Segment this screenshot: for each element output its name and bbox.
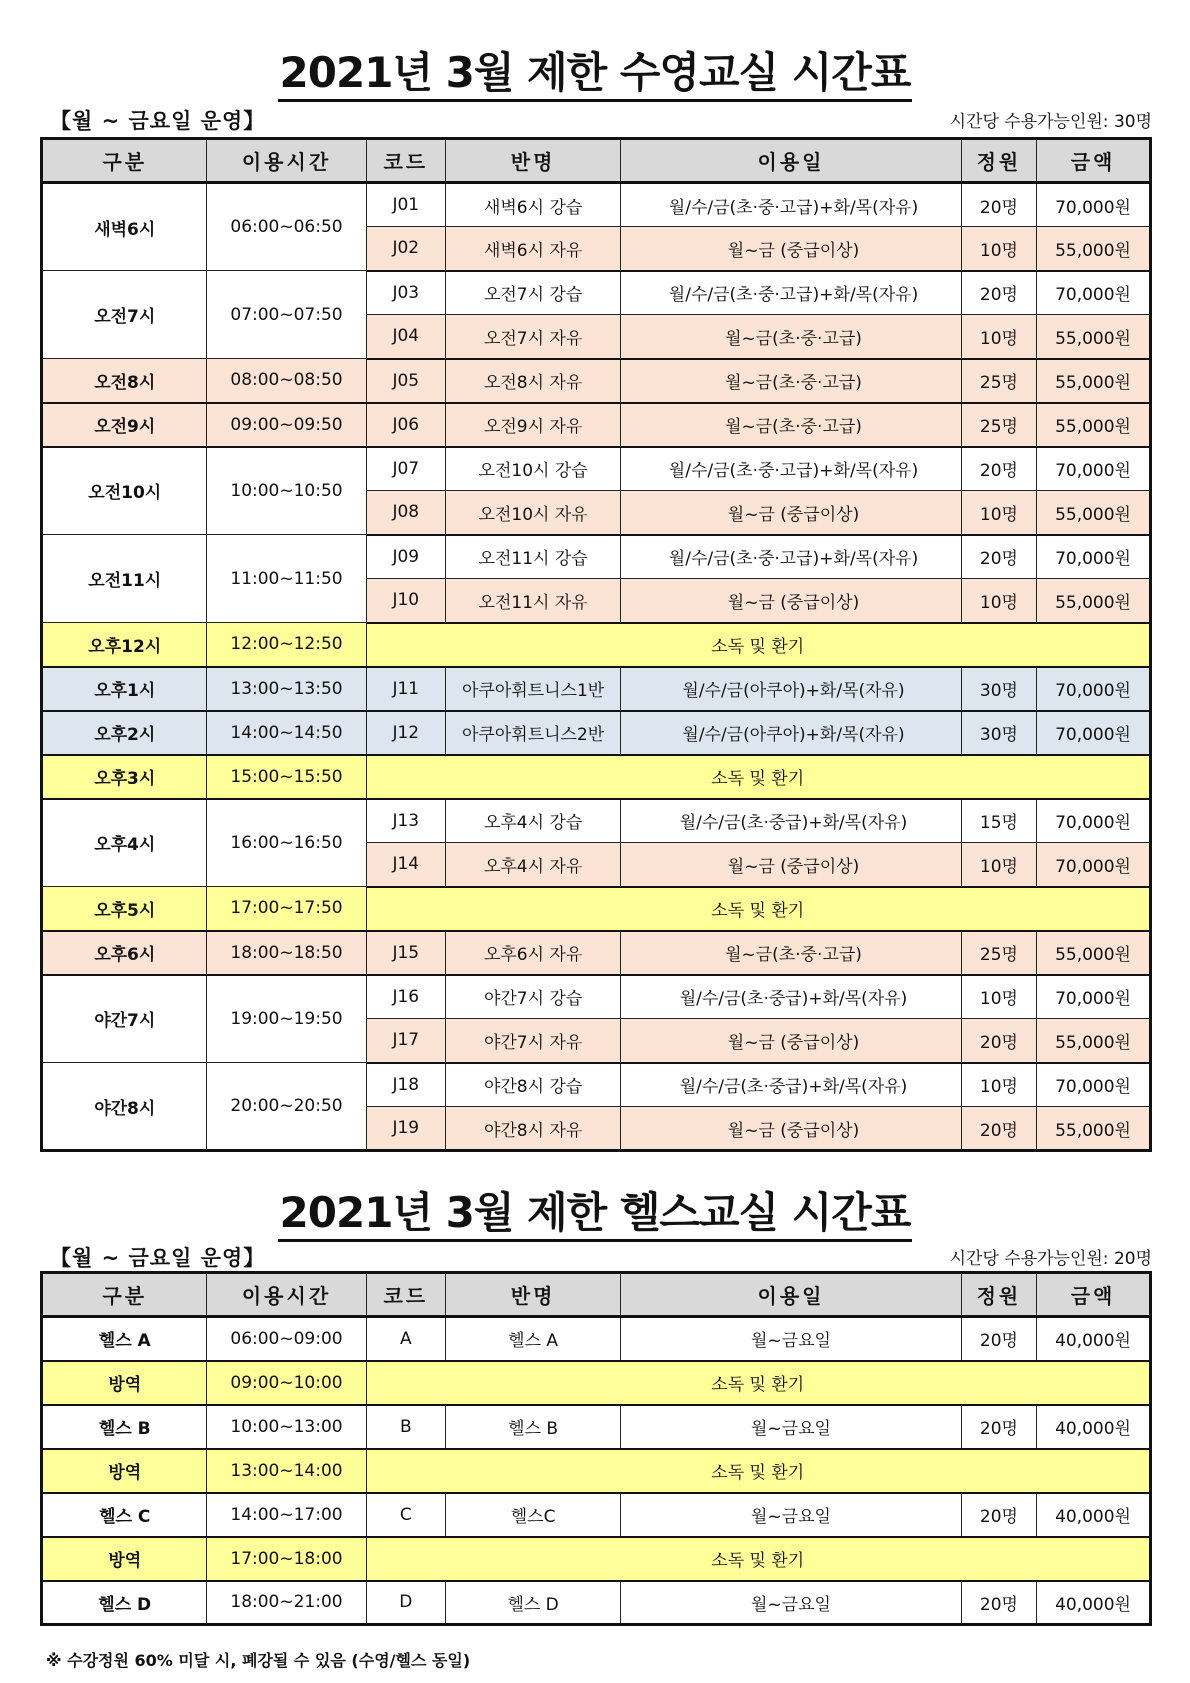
header-code: 코드 [366, 1273, 446, 1317]
row-class-name: 새벽6시 강습 [446, 183, 621, 227]
row-capacity: 20명 [961, 1581, 1036, 1625]
row-class-name: 아쿠아휘트니스1반 [446, 667, 621, 711]
table-row-disinfection [42, 887, 1151, 931]
row-fee: 70,000원 [1037, 975, 1151, 1019]
table-row [42, 447, 1151, 491]
header-time: 이용시간 [207, 139, 366, 183]
row-fee: 40,000원 [1037, 1405, 1151, 1449]
row-capacity: 25명 [961, 931, 1036, 975]
row-disinfection: 소독 및 환기 [366, 1449, 1150, 1493]
row-capacity: 10명 [961, 227, 1036, 271]
row-days: 월~금(초·중·고급) [621, 315, 962, 359]
row-code: J04 [366, 315, 446, 359]
row-class-name: 오전7시 자유 [446, 315, 621, 359]
table-row-disinfection [42, 755, 1151, 799]
row-days: 월/수/금(초·중·고급)+화/목(자유) [621, 271, 962, 315]
row-category: 방역 [42, 1449, 207, 1493]
footnote: ※ 수강정원 60% 미달 시, 폐강될 수 있음 (수영/헬스 동일) [46, 1651, 471, 1670]
table-row-disinfection [42, 1449, 1151, 1493]
row-code: J11 [366, 667, 446, 711]
row-class-name: 야간8시 강습 [446, 1063, 621, 1107]
swim-title: 2021년 3월 제한 수영교실 시간표 [0, 40, 1190, 100]
row-code: J15 [366, 931, 446, 975]
row-class-name: 헬스C [446, 1493, 621, 1537]
row-days: 월~금 (중급이상) [621, 843, 962, 887]
row-time: 19:00~19:50 [207, 975, 366, 1063]
row-category: 오전10시 [42, 447, 207, 535]
table-row [42, 711, 1151, 755]
row-disinfection: 소독 및 환기 [366, 887, 1150, 931]
row-class-name: 오후4시 강습 [446, 799, 621, 843]
row-fee: 55,000원 [1037, 359, 1151, 403]
row-category: 방역 [42, 1537, 207, 1581]
row-capacity: 25명 [961, 403, 1036, 447]
header-code: 코드 [366, 139, 446, 183]
row-capacity: 10명 [961, 491, 1036, 535]
row-code: J07 [366, 447, 446, 491]
row-class-name: 오전10시 자유 [446, 491, 621, 535]
row-capacity: 20명 [961, 1019, 1036, 1063]
row-code: J05 [366, 359, 446, 403]
row-capacity: 15명 [961, 799, 1036, 843]
row-code: J10 [366, 579, 446, 623]
row-class-name: 아쿠아휘트니스2반 [446, 711, 621, 755]
row-days: 월~금(초·중·고급) [621, 403, 962, 447]
row-class-name: 오전10시 강습 [446, 447, 621, 491]
row-fee: 70,000원 [1037, 799, 1151, 843]
header-time: 이용시간 [207, 1273, 366, 1317]
row-days: 월~금요일 [621, 1581, 962, 1625]
row-capacity: 20명 [961, 1493, 1036, 1537]
row-fee: 70,000원 [1037, 447, 1151, 491]
row-fee: 70,000원 [1037, 271, 1151, 315]
row-days: 월/수/금(초·중·고급)+화/목(자유) [621, 447, 962, 491]
table-header-row [42, 1273, 1151, 1317]
table-row [42, 1063, 1151, 1107]
row-days: 월~금요일 [621, 1405, 962, 1449]
header-capacity: 정원 [961, 1273, 1036, 1317]
row-disinfection: 소독 및 환기 [366, 1361, 1150, 1405]
header-class-name: 반명 [446, 1273, 621, 1317]
row-category: 오전7시 [42, 271, 207, 359]
row-category: 새벽6시 [42, 183, 207, 271]
row-time: 10:00~10:50 [207, 447, 366, 535]
row-days: 월/수/금(초·중·고급)+화/목(자유) [621, 535, 962, 579]
row-capacity: 30명 [961, 667, 1036, 711]
row-class-name: 헬스 D [446, 1581, 621, 1625]
gym-timetable [40, 1271, 1152, 1626]
row-class-name: 헬스 B [446, 1405, 621, 1449]
row-fee: 55,000원 [1037, 931, 1151, 975]
row-code: J14 [366, 843, 446, 887]
row-capacity: 10명 [961, 843, 1036, 887]
row-days: 월~금요일 [621, 1317, 962, 1361]
row-days: 월/수/금(아쿠아)+화/목(자유) [621, 711, 962, 755]
row-category: 헬스 D [42, 1581, 207, 1625]
row-time: 18:00~21:00 [207, 1581, 366, 1625]
row-category: 헬스 A [42, 1317, 207, 1361]
table-row [42, 975, 1151, 1019]
row-fee: 55,000원 [1037, 579, 1151, 623]
row-time: 06:00~09:00 [207, 1317, 366, 1361]
table-row [42, 535, 1151, 579]
row-code: B [366, 1405, 446, 1449]
row-capacity: 30명 [961, 711, 1036, 755]
table-header-row [42, 139, 1151, 183]
gym-title: 2021년 3월 제한 헬스교실 시간표 [0, 1180, 1190, 1240]
row-days: 월~금 (중급이상) [621, 1019, 962, 1063]
row-days: 월~금(초·중·고급) [621, 931, 962, 975]
header-class-name: 반명 [446, 139, 621, 183]
row-code: J19 [366, 1107, 446, 1151]
row-fee: 70,000원 [1037, 535, 1151, 579]
table-row [42, 667, 1151, 711]
row-time: 07:00~07:50 [207, 271, 366, 359]
row-capacity: 20명 [961, 1107, 1036, 1151]
row-time: 12:00~12:50 [207, 623, 366, 667]
row-class-name: 오전7시 강습 [446, 271, 621, 315]
table-row [42, 931, 1151, 975]
row-capacity: 20명 [961, 271, 1036, 315]
row-class-name: 오전8시 자유 [446, 359, 621, 403]
gym-operation-days: 【월 ~ 금요일 운영】 [50, 1246, 266, 1270]
row-code: J06 [366, 403, 446, 447]
row-class-name: 야간8시 자유 [446, 1107, 621, 1151]
row-capacity: 20명 [961, 1405, 1036, 1449]
row-days: 월/수/금(초·중급)+화/목(자유) [621, 975, 962, 1019]
row-category: 헬스 B [42, 1405, 207, 1449]
row-time: 08:00~08:50 [207, 359, 366, 403]
row-fee: 40,000원 [1037, 1493, 1151, 1537]
header-capacity: 정원 [961, 139, 1036, 183]
table-row [42, 799, 1151, 843]
row-category: 방역 [42, 1361, 207, 1405]
row-time: 09:00~09:50 [207, 403, 366, 447]
table-row [42, 1581, 1151, 1625]
row-capacity: 25명 [961, 359, 1036, 403]
row-code: J01 [366, 183, 446, 227]
row-time: 14:00~17:00 [207, 1493, 366, 1537]
row-time: 20:00~20:50 [207, 1063, 366, 1151]
table-row [42, 403, 1151, 447]
row-days: 월/수/금(아쿠아)+화/목(자유) [621, 667, 962, 711]
table-row [42, 1317, 1151, 1361]
row-capacity: 10명 [961, 975, 1036, 1019]
row-category: 오후1시 [42, 667, 207, 711]
row-category: 오후2시 [42, 711, 207, 755]
row-fee: 55,000원 [1037, 403, 1151, 447]
row-code: J12 [366, 711, 446, 755]
row-capacity: 10명 [961, 579, 1036, 623]
row-time: 10:00~13:00 [207, 1405, 366, 1449]
row-fee: 55,000원 [1037, 1019, 1151, 1063]
row-days: 월~금요일 [621, 1493, 962, 1537]
row-category: 야간7시 [42, 975, 207, 1063]
table-row-disinfection [42, 1361, 1151, 1405]
table-row [42, 271, 1151, 315]
row-fee: 40,000원 [1037, 1317, 1151, 1361]
row-class-name: 새벽6시 자유 [446, 227, 621, 271]
row-category: 오후4시 [42, 799, 207, 887]
row-fee: 55,000원 [1037, 227, 1151, 271]
row-class-name: 오전11시 자유 [446, 579, 621, 623]
row-code: J08 [366, 491, 446, 535]
row-fee: 70,000원 [1037, 667, 1151, 711]
row-days: 월~금 (중급이상) [621, 227, 962, 271]
row-days: 월~금 (중급이상) [621, 1107, 962, 1151]
row-class-name: 오전9시 자유 [446, 403, 621, 447]
row-days: 월/수/금(초·중급)+화/목(자유) [621, 799, 962, 843]
row-category: 오전11시 [42, 535, 207, 623]
header-category: 구분 [42, 1273, 207, 1317]
row-code: A [366, 1317, 446, 1361]
row-fee: 55,000원 [1037, 491, 1151, 535]
row-class-name: 오후6시 자유 [446, 931, 621, 975]
row-category: 오후3시 [42, 755, 207, 799]
row-time: 14:00~14:50 [207, 711, 366, 755]
row-category: 오후6시 [42, 931, 207, 975]
row-class-name: 오전11시 강습 [446, 535, 621, 579]
header-category: 구분 [42, 139, 207, 183]
row-days: 월~금(초·중·고급) [621, 359, 962, 403]
row-code: J17 [366, 1019, 446, 1063]
row-code: J02 [366, 227, 446, 271]
swim-capacity: 시간당 수용가능인원: 30명 [949, 112, 1152, 132]
row-time: 11:00~11:50 [207, 535, 366, 623]
row-time: 09:00~10:00 [207, 1361, 366, 1405]
row-days: 월~금 (중급이상) [621, 579, 962, 623]
table-row [42, 183, 1151, 227]
row-code: J09 [366, 535, 446, 579]
row-category: 오전8시 [42, 359, 207, 403]
row-time: 17:00~18:00 [207, 1537, 366, 1581]
row-disinfection: 소독 및 환기 [366, 1537, 1150, 1581]
row-class-name: 야간7시 강습 [446, 975, 621, 1019]
row-time: 16:00~16:50 [207, 799, 366, 887]
row-code: C [366, 1493, 446, 1537]
row-time: 18:00~18:50 [207, 931, 366, 975]
row-time: 15:00~15:50 [207, 755, 366, 799]
table-row-disinfection [42, 623, 1151, 667]
row-class-name: 헬스 A [446, 1317, 621, 1361]
row-fee: 40,000원 [1037, 1581, 1151, 1625]
header-fee: 금액 [1037, 139, 1151, 183]
header-days: 이용일 [621, 139, 962, 183]
row-category: 야간8시 [42, 1063, 207, 1151]
row-time: 06:00~06:50 [207, 183, 366, 271]
row-class-name: 야간7시 자유 [446, 1019, 621, 1063]
row-capacity: 20명 [961, 535, 1036, 579]
row-disinfection: 소독 및 환기 [366, 755, 1150, 799]
row-capacity: 10명 [961, 1063, 1036, 1107]
row-code: J13 [366, 799, 446, 843]
row-fee: 70,000원 [1037, 1063, 1151, 1107]
row-code: J16 [366, 975, 446, 1019]
row-capacity: 20명 [961, 447, 1036, 491]
row-code: D [366, 1581, 446, 1625]
row-category: 오후5시 [42, 887, 207, 931]
row-time: 13:00~13:50 [207, 667, 366, 711]
table-row [42, 1405, 1151, 1449]
row-category: 헬스 C [42, 1493, 207, 1537]
header-fee: 금액 [1037, 1273, 1151, 1317]
row-days: 월/수/금(초·중·고급)+화/목(자유) [621, 183, 962, 227]
row-time: 17:00~17:50 [207, 887, 366, 931]
header-days: 이용일 [621, 1273, 962, 1317]
row-disinfection: 소독 및 환기 [366, 623, 1150, 667]
row-capacity: 20명 [961, 183, 1036, 227]
row-days: 월~금 (중급이상) [621, 491, 962, 535]
row-code: J03 [366, 271, 446, 315]
row-fee: 70,000원 [1037, 711, 1151, 755]
row-fee: 55,000원 [1037, 315, 1151, 359]
table-row [42, 359, 1151, 403]
row-capacity: 10명 [961, 315, 1036, 359]
gym-capacity: 시간당 수용가능인원: 20명 [949, 1249, 1152, 1269]
swim-timetable [40, 137, 1152, 1152]
row-time: 13:00~14:00 [207, 1449, 366, 1493]
row-class-name: 오후4시 자유 [446, 843, 621, 887]
row-fee: 70,000원 [1037, 843, 1151, 887]
row-days: 월/수/금(초·중급)+화/목(자유) [621, 1063, 962, 1107]
row-fee: 55,000원 [1037, 1107, 1151, 1151]
row-code: J18 [366, 1063, 446, 1107]
table-row [42, 1493, 1151, 1537]
row-category: 오후12시 [42, 623, 207, 667]
row-category: 오전9시 [42, 403, 207, 447]
row-fee: 70,000원 [1037, 183, 1151, 227]
row-capacity: 20명 [961, 1317, 1036, 1361]
table-row-disinfection [42, 1537, 1151, 1581]
swim-operation-days: 【월 ~ 금요일 운영】 [50, 109, 266, 133]
